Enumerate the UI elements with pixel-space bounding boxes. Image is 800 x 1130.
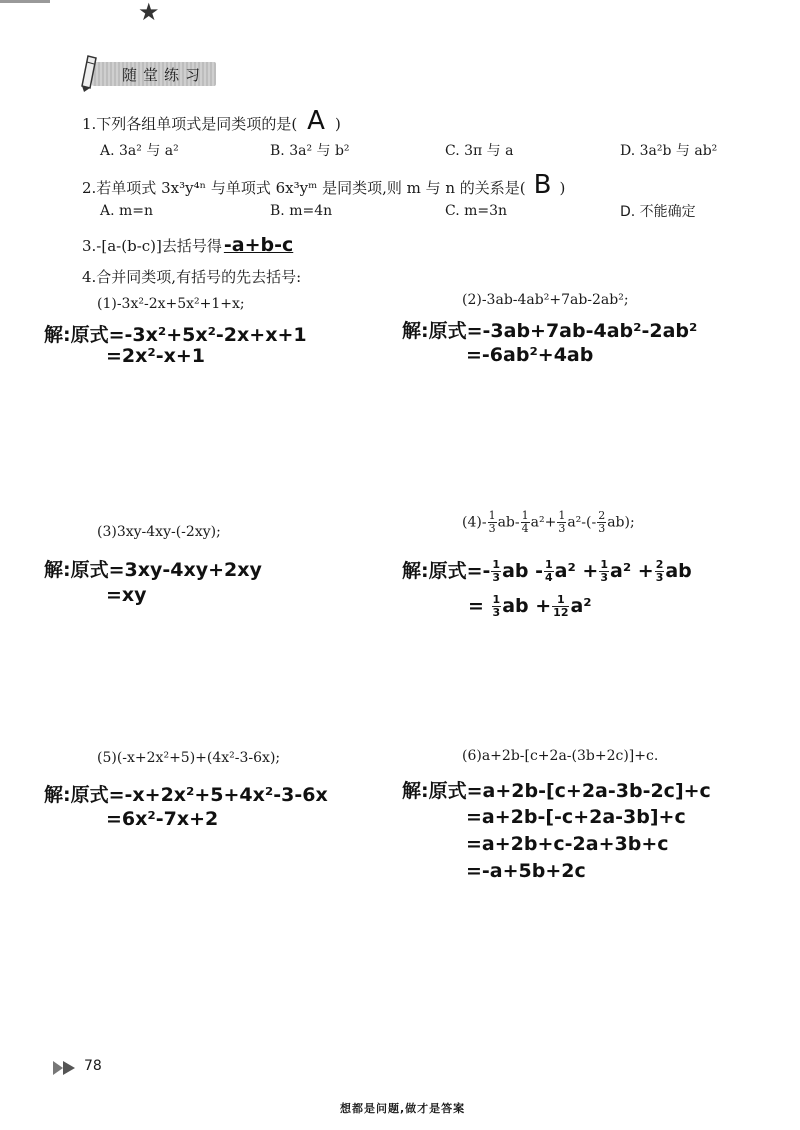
q4-part5-line1: 解:原式=-x+2x²+5+4x²-3-6x [44, 784, 328, 806]
q3-answer: -a+b-c [223, 234, 294, 256]
fraction [597, 510, 606, 535]
fraction-denominator: 3 [600, 571, 608, 584]
footer-motto: 想都是问题,做才是答案 [340, 1102, 466, 1115]
page-arrow-icon [52, 1060, 78, 1080]
q1-option-b: B. 3a² 与 b² [270, 143, 350, 159]
q4-part5-label: (5)(-x+2x²+5)+(4x²-3-6x); [97, 750, 281, 766]
q1-answer: A [307, 106, 325, 136]
q4-part1-line2: =2x²-x+1 [106, 345, 205, 367]
q4-part4-line2-b: a² [570, 595, 592, 617]
top-rule [0, 0, 50, 3]
q4-part4-label-mid3: a²-(- [567, 514, 597, 531]
q4-part4-label-end: ab); [607, 514, 635, 531]
q4-part4-line1-d: ab [665, 560, 692, 582]
q4-part3-line2: =xy [106, 584, 147, 606]
fraction [491, 559, 501, 584]
q2-option-a: A. m=n [100, 203, 154, 219]
q4-part2-line1: 解:原式=-3ab+7ab-4ab²-2ab² [402, 320, 698, 342]
q4-part1-line1: 解:原式=-3x²+5x²-2x+x+1 [44, 324, 307, 346]
q2-option-c: C. m=3n [445, 203, 508, 219]
q4-part6-label: (6)a+2b-[c+2a-(3b+2c)]+c. [462, 748, 659, 764]
q4-part4-line1-pre: 解:原式=- [402, 560, 491, 582]
q2-answer: B [533, 170, 552, 200]
fraction [492, 594, 502, 619]
q4-part4-label-mid1: ab- [497, 514, 520, 531]
fraction-numerator: 1 [552, 594, 569, 607]
fraction-denominator: 3 [492, 606, 501, 619]
q4-part6-line2: =a+2b-[-c+2a-3b]+c [466, 806, 686, 828]
fraction [599, 559, 609, 584]
q4-part3-label: (3)3xy-4xy-(-2xy); [97, 524, 221, 540]
fraction-denominator: 3 [558, 522, 566, 535]
fraction-numerator: 1 [558, 509, 566, 522]
double-arrow-icon [52, 1060, 78, 1076]
q1-option-c: C. 3π 与 a [445, 143, 514, 159]
q4-part4-line1-a: ab - [502, 560, 543, 582]
q1-stem [82, 106, 341, 136]
section-banner [78, 52, 218, 92]
q2-stem-text: 2.若单项式 3x³y⁴ⁿ 与单项式 6x³yᵐ 是同类项,则 m 与 n 的关系是( [82, 179, 526, 197]
fraction-denominator: 3 [655, 571, 664, 584]
fraction-numerator: 2 [655, 558, 664, 571]
pencil-icon [78, 52, 104, 92]
fraction-denominator: 12 [553, 606, 569, 619]
fraction-denominator: 3 [492, 571, 501, 584]
fraction-numerator: 2 [598, 509, 606, 522]
fraction-denominator: 3 [488, 522, 496, 535]
q4-part4-line2-a: ab + [502, 595, 552, 617]
fraction-denominator: 3 [598, 522, 606, 535]
q4-part4-line2 [468, 594, 592, 619]
q3-stem-text: 3.-[a-(b-c)]去括号得 [82, 237, 222, 255]
q4-part4-line1-b: a² + [554, 560, 599, 582]
fraction-numerator: 1 [492, 558, 501, 571]
page-number: 78 [84, 1058, 102, 1074]
fraction-numerator: 1 [545, 558, 553, 571]
fraction [488, 510, 497, 535]
fraction [552, 594, 569, 619]
fraction-numerator: 1 [521, 509, 529, 522]
q4-part4-line2-pre: = [468, 595, 484, 617]
q4-part4-label [462, 510, 635, 535]
fraction-denominator: 4 [521, 522, 529, 535]
q4-part2-line2: =-6ab²+4ab [466, 344, 594, 366]
q2-option-d: D. 不能确定 [620, 204, 696, 220]
q4-part4-label-pre: (4)- [462, 514, 487, 531]
q4-part4-label-mid2: a²+ [530, 514, 557, 531]
fraction [544, 559, 554, 584]
fraction-numerator: 1 [600, 558, 608, 571]
fraction-denominator: 4 [545, 571, 553, 584]
q4-part6-line4: =-a+5b+2c [466, 860, 586, 882]
fraction [521, 510, 530, 535]
q2-close: ) [559, 179, 566, 197]
q4-part6-line1: 解:原式=a+2b-[c+2a-3b-2c]+c [402, 780, 711, 802]
q2-stem [82, 170, 565, 200]
q4-part6-line3: =a+2b+c-2a+3b+c [466, 833, 669, 855]
q1-option-a: A. 3a² 与 a² [100, 143, 179, 159]
q4-part5-line2: =6x²-7x+2 [106, 808, 219, 830]
fraction [655, 559, 665, 584]
q2-option-b: B. m=4n [270, 203, 333, 219]
q4-part4-line1-c: a² + [610, 560, 654, 582]
q4-stem: 4.合并同类项,有括号的先去括号: [82, 268, 302, 286]
q4-part2-label: (2)-3ab-4ab²+7ab-2ab²; [462, 292, 629, 308]
fraction [557, 510, 566, 535]
q1-close: ) [334, 115, 341, 133]
q1-option-d: D. 3a²b 与 ab² [620, 143, 718, 159]
q4-part4-line1 [402, 556, 692, 584]
star-icon: ★ [138, 0, 160, 26]
q3-stem [82, 234, 293, 256]
fraction-numerator: 1 [492, 593, 501, 606]
q4-part3-line1: 解:原式=3xy-4xy+2xy [44, 559, 262, 581]
section-title: 随堂练习 [122, 66, 207, 84]
fraction-numerator: 1 [488, 509, 496, 522]
q1-stem-text: 1.下列各组单项式是同类项的是( [82, 115, 298, 133]
q4-part1-label: (1)-3x²-2x+5x²+1+x; [97, 296, 245, 312]
